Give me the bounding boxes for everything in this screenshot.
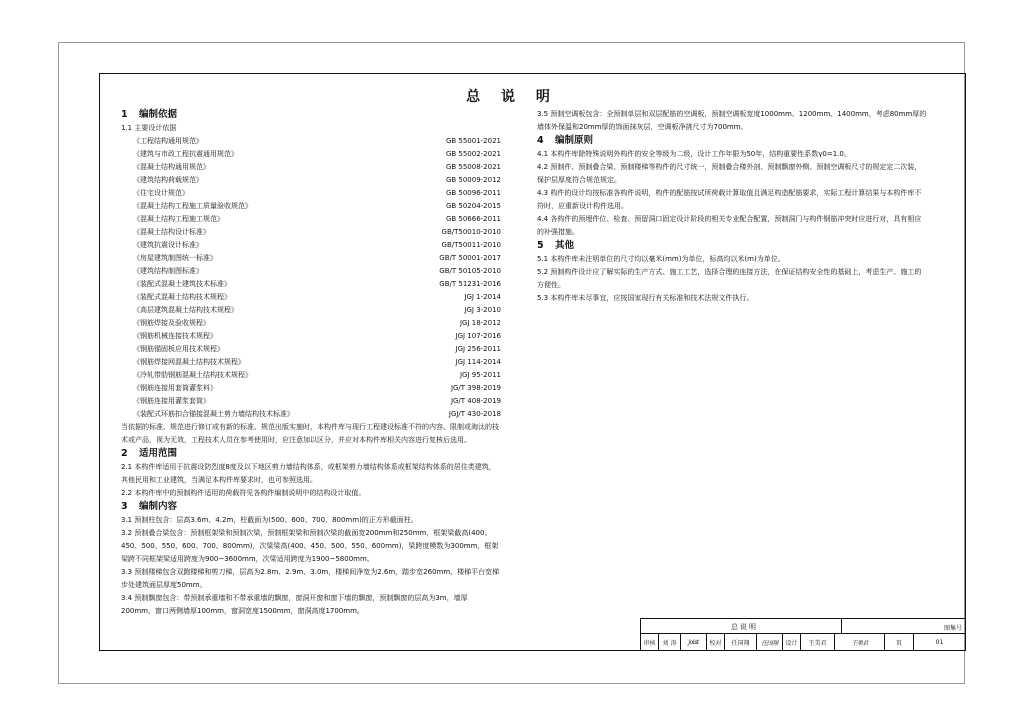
section-5-1: 5.1 本构件库未注明单位的尺寸均以毫米(mm)为单位，标高均以米(m)为单位。: [537, 255, 785, 263]
page-label: 页: [885, 634, 914, 651]
section-4-heading: 4 编制原则: [537, 135, 594, 146]
reference-row: [121, 200, 501, 213]
section-3-4: 3.4 预制飘窗包含：带预制承重墙和不带承重墙的飘窗，窗洞开窗和窗下墙的飘窗，预制飘窗的层高为3m，墙厚200mm，窗口两侧墙厚100mm，窗洞宽度1500mm，窗洞高度1700mm。: [121, 594, 468, 615]
reference-name: 《建筑结构荷载规范》: [133, 176, 203, 184]
reviewer-name: 刘 涛: [659, 634, 681, 651]
reviewer-signature: joist: [681, 634, 707, 651]
reference-row: [121, 226, 501, 239]
reference-name: 《房屋建筑制图统一标准》: [133, 254, 217, 262]
reference-name: 《建筑与市政工程抗震通用规范》: [133, 150, 238, 158]
reference-name: 《建筑抗震设计标准》: [133, 241, 203, 249]
reference-code: GB 50204-2015: [445, 202, 501, 210]
reference-list: [121, 135, 501, 421]
section-5-2: 5.2 预制构件设计应了解实际的生产方式、施工工艺，选择合理的连接方法，在保证结构安全性的基础上，考虑生产、施工的方便性。: [537, 268, 922, 289]
reference-row: [121, 174, 501, 187]
reference-row: [121, 187, 501, 200]
reference-name: 《钢筋机械连接技术规程》: [133, 332, 217, 340]
reference-code: JG/T 398-2019: [450, 384, 501, 392]
section-1-note: 当依据的标准、规范进行修订或有新的标准、规范出版实施时，本构件库与现行工程建设标准不符的内容、限制或淘汰的技术或产品，视为无效，工程技术人员在参考使用时，应注意加以区分，并应对本构件库相关内容进行复核后选用。: [121, 423, 499, 444]
reference-row: [121, 330, 501, 343]
title-block-signatures: [641, 634, 966, 651]
reference-code: JGJ 114-2014: [455, 358, 501, 366]
designer-signature: 王美君: [835, 634, 885, 651]
reference-code: GB 55002-2021: [445, 150, 501, 158]
section-3-3: 3.3 预制楼梯包含双跑楼梯和剪刀梯，层高为2.8m、2.9m、3.0m，楼梯间净宽为2.6m，踏步宽260mm，楼梯平台宽梯步处建筑面层厚度50mm。: [121, 568, 500, 589]
reference-name: 《钢筋连接用套筒灌浆料》: [133, 384, 217, 392]
reference-code: JGJ/T 430-2018: [448, 410, 501, 418]
drawing-name: 总说明: [731, 623, 758, 631]
page-number: 01: [914, 634, 966, 651]
reference-name: 《冷轧带肋钢筋混凝土结构技术规程》: [133, 371, 252, 379]
page-title: 总 说 明: [466, 89, 558, 105]
section-3-2: 3.2 预制叠合梁包含：预制框架梁和预制次梁，预制框架梁和预制次梁的截面宽200mm和250mm，框架梁截高(400、450、500、550、600、700、800mm)，次梁梁高(400、450、500、550、600mm)，梁跨度模数为300mm，框架梁跨不同框架梁适用跨度为900~3600mm，次梁适用跨度为1900~5800mm。: [121, 529, 499, 563]
reference-code: GB/T50010-2010: [441, 228, 501, 236]
checker-signature: 任国翔: [757, 634, 783, 651]
title-block-header: [641, 619, 966, 634]
reference-row: [121, 213, 501, 226]
reference-code: GB/T 50001-2017: [439, 254, 501, 262]
section-4-1: 4.1 本构件库除特殊说明外构件的安全等级为二级，设计工作年限为50年，结构重要性系数γ0=1.0。: [537, 150, 851, 158]
reference-row: [121, 408, 501, 421]
reference-row: [121, 304, 501, 317]
reference-name: 《住宅设计规范》: [133, 189, 189, 197]
reference-name: 《装配式混凝土结构技术规程》: [133, 293, 231, 301]
reference-row: [121, 291, 501, 304]
section-4-4: 4.4 各构件的预埋件位、检查、预留洞口固定设计阶段的相关专业配合配置，预制洞门与构件钢筋冲突时应进行对，具有相应的补强措施。: [537, 215, 922, 236]
section-4-2: 4.2 预制件、预制叠合梁、预制楼梯等构件的尺寸统一，预制叠合楼外剖、预制飘窗外侧、预制空调板尺寸的规定定二次装，保护层厚度符合规范规定。: [537, 163, 922, 184]
reference-code: JGJ 3-2010: [464, 306, 501, 314]
reference-name: 《钢筋焊接网混凝土结构技术规程》: [133, 358, 245, 366]
reference-row: [121, 356, 501, 369]
reference-name: 《混凝土结构工程施工规范》: [133, 215, 224, 223]
section-3-heading: 3 编制内容: [121, 501, 178, 512]
checker-label: 校对: [707, 634, 725, 651]
reference-row: [121, 317, 501, 330]
reference-name: 《高层建筑混凝土结构技术规程》: [133, 306, 238, 314]
reference-name: 《混凝土结构工程施工质量验收规范》: [133, 202, 252, 210]
reference-name: 《钢筋连接用灌浆套筒》: [133, 397, 210, 405]
reference-name: 《混凝土结构设计标准》: [133, 228, 210, 236]
title-block: [640, 618, 965, 650]
section-2-2: 2.2 本构件库中的预制构件适用的荷载符见各构件编制说明中的结构设计取值。: [121, 489, 366, 497]
reference-name: 《建筑结构制图标准》: [133, 267, 203, 275]
section-1-heading: 1 编制依据: [121, 109, 178, 120]
reference-row: [121, 252, 501, 265]
reference-code: GB 50096-2011: [445, 189, 501, 197]
reference-code: JGJ 18-2012: [459, 319, 501, 327]
reference-name: 《钢筋焊接及验收规程》: [133, 319, 210, 327]
designer-name: 王美君: [801, 634, 835, 651]
reference-name: 《工程结构通用规范》: [133, 137, 203, 145]
reference-row: [121, 161, 501, 174]
section-2-heading: 2 适用范围: [121, 448, 178, 459]
section-3-5: 3.5 预制空调板包含：全预制单层和双层配筋的空调板，预制空调板宽度1000mm、1200mm、1400mm，考虑80mm厚的墙体外保温和20mm厚的饰面抹灰层，空调板净挑尺寸为700mm。: [537, 110, 927, 131]
section-3-1: 3.1 预制柱包含：层高3.6m、4.2m，柱截面为(500、600、700、800mm)的正方形截面柱。: [121, 516, 418, 524]
reference-name: 《钢筋锚固板应用技术规程》: [133, 345, 224, 353]
right-column: [537, 108, 927, 305]
reference-code: JGJ 107-2016: [455, 332, 501, 340]
reference-code: GB/T 51231-2016: [439, 280, 501, 288]
section-5-3: 5.3 本构件库未尽事宜，应按国家现行有关标准和技术法规文件执行。: [537, 294, 754, 302]
reference-code: GB 50666-2011: [445, 215, 501, 223]
reference-row: [121, 278, 501, 291]
section-5-heading: 5 其他: [537, 240, 575, 251]
reference-row: [121, 148, 501, 161]
reference-code: JG/T 408-2019: [450, 397, 501, 405]
reference-code: GB 55001-2021: [445, 137, 501, 145]
reference-row: [121, 135, 501, 148]
reference-code: GB/T50011-2010: [441, 241, 501, 249]
reference-row: [121, 382, 501, 395]
reference-code: JGJ 1-2014: [464, 293, 501, 301]
reference-name: 《装配式环筋扣合锚接混凝土剪力墙结构技术标准》: [133, 410, 294, 418]
reference-code: JGJ 256-2011: [455, 345, 501, 353]
reference-row: [121, 395, 501, 408]
section-4-3: 4.3 构件的设计均按标准各构件说明，构件的配筋按试所荷载计算取值且满足构造配筋要求，实际工程计算结果与本构件库不符时，应重新设计构件选用。: [537, 189, 922, 210]
reference-row: [121, 369, 501, 382]
checker-name: 任国翔: [725, 634, 757, 651]
reference-row: [121, 265, 501, 278]
section-1-1-subheading: 1.1 主要设计依据: [121, 124, 177, 132]
atlas-number-label: 图集号: [943, 625, 962, 632]
reference-name: 《混凝土结构通用规范》: [133, 163, 210, 171]
reviewer-label: 审核: [641, 634, 659, 651]
left-column: [121, 108, 501, 618]
reference-code: JGJ 95-2011: [459, 371, 501, 379]
reference-code: GB/T 50105-2010: [439, 267, 501, 275]
reference-code: GB 50009-2012: [445, 176, 501, 184]
title-block-divider: [841, 619, 842, 634]
reference-row: [121, 343, 501, 356]
designer-label: 设计: [783, 634, 801, 651]
section-2-1: 2.1 本构件库适用于抗震设防烈度8度及以下地区剪力墙结构体系，或框架剪力墙结构体系或框架结构体系的居住类建筑，其他民用和工业建筑，当满足本构件库要求时，也可参照选用。: [121, 463, 496, 484]
reference-row: [121, 239, 501, 252]
reference-code: GB 55008-2021: [445, 163, 501, 171]
reference-name: 《装配式混凝土建筑技术标准》: [133, 280, 231, 288]
